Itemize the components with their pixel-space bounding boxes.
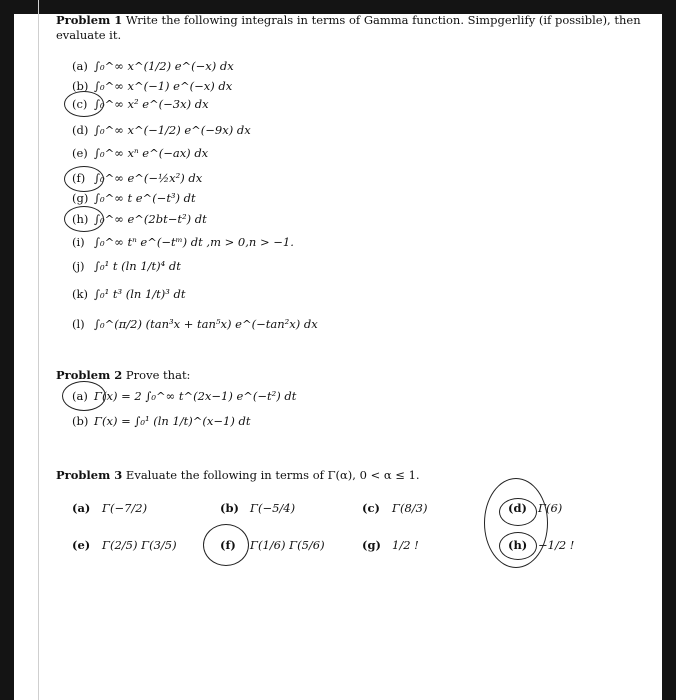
p3-item	[362, 538, 419, 552]
p3-item-expression: Γ(−7/2)	[102, 501, 148, 515]
p3-item-expression: Γ(2/5) Γ(3/5)	[102, 538, 177, 552]
handwritten-circle-3f	[203, 524, 249, 566]
problem-3-title: Problem 3	[56, 468, 123, 482]
problem-1-instruction-cont: evaluate it.	[56, 28, 122, 42]
window-top-border	[0, 0, 676, 14]
p1-item	[72, 191, 196, 205]
window-left-border	[0, 0, 14, 700]
p1-item-label: (f)	[72, 171, 86, 185]
p1-item-label: (g)	[72, 191, 89, 205]
p1-item-label: (c)	[72, 97, 88, 111]
handwritten-circle-h	[64, 206, 104, 232]
p1-item	[72, 59, 234, 73]
p1-item-label: (b)	[72, 79, 89, 93]
handwritten-circle-3h	[499, 532, 537, 560]
p1-item	[72, 123, 251, 137]
p1-item-expression: ∫₀¹ t (ln 1/t)⁴ dt	[94, 259, 181, 273]
handwritten-circle-2a	[62, 381, 106, 411]
p3-item-expression: Γ(1/6) Γ(5/6)	[250, 538, 325, 552]
p3-item-label: (a)	[72, 501, 91, 515]
p1-item-label: (l)	[72, 317, 85, 331]
p1-item-expression: ∫₀^∞ t e^(−t³) dt	[94, 191, 196, 205]
p3-item-expression: −1/2 !	[538, 538, 575, 552]
p1-item	[72, 79, 232, 93]
problem-2-instruction: Prove that:	[122, 368, 191, 382]
p1-item-expression: ∫₀^∞ tⁿ e^(−tᵐ) dt ,m > 0,n > −1.	[94, 235, 294, 249]
p1-item-expression: ∫₀^∞ x^(−1/2) e^(−9x) dx	[94, 123, 251, 137]
p2-item-label: (a)	[72, 389, 88, 403]
p1-item	[72, 317, 318, 331]
p2-item	[72, 414, 250, 428]
p3-item-label: (c)	[362, 501, 380, 515]
p1-item-label: (h)	[72, 212, 89, 226]
page-edge	[38, 0, 39, 700]
p1-item-label: (k)	[72, 287, 88, 301]
p1-item-label: (d)	[72, 123, 89, 137]
p1-item-expression: ∫₀¹ t³ (ln 1/t)³ dt	[94, 287, 186, 301]
problem-1-title: Problem 1	[56, 13, 123, 27]
p1-item-expression: ∫₀^∞ x² e^(−3x) dx	[94, 97, 209, 111]
p2-item-label: (b)	[72, 414, 89, 428]
p1-item-label: (a)	[72, 59, 88, 73]
p1-item-expression: ∫₀^∞ xⁿ e^(−ax) dx	[94, 146, 209, 160]
p1-item-expression: ∫₀^∞ x^(1/2) e^(−x) dx	[94, 59, 234, 73]
p1-item-label: (e)	[72, 146, 88, 160]
problem-1-heading	[56, 14, 641, 27]
p3-item	[220, 501, 295, 515]
p1-item	[72, 235, 294, 249]
p1-item-expression: ∫₀^∞ e^(2bt−t²) dt	[94, 212, 207, 226]
p3-item-label: (e)	[72, 538, 91, 552]
p3-item-label: (d)	[508, 501, 527, 515]
p3-item-label: (h)	[508, 538, 528, 552]
handwritten-circle-c	[64, 91, 104, 117]
problem-3-heading	[56, 469, 420, 482]
window-right-border	[662, 0, 676, 700]
p3-item	[72, 538, 177, 552]
p1-item-expression: ∫₀^(π/2) (tan³x + tan⁵x) e^(−tan²x) dx	[94, 317, 318, 331]
problem-2-heading	[56, 369, 190, 382]
problem-2-title: Problem 2	[56, 368, 123, 382]
p3-item-expression: Γ(6)	[538, 501, 563, 515]
handwritten-circle-f	[64, 166, 104, 192]
p3-item-label: (g)	[362, 538, 381, 552]
p3-item	[72, 501, 147, 515]
p3-item	[362, 501, 427, 515]
p3-item-expression: Γ(−5/4)	[250, 501, 296, 515]
p1-item-expression: ∫₀^∞ x^(−1) e^(−x) dx	[94, 79, 233, 93]
p3-item-expression: Γ(8/3)	[392, 501, 428, 515]
problem-1-instruction: Write the following integrals in terms of Gamma function. Simpgerlify (if possible), then	[122, 13, 641, 27]
p3-item-label: (f)	[220, 538, 236, 552]
p1-item-label: (j)	[72, 259, 85, 273]
p3-item-expression: 1/2 !	[392, 538, 419, 552]
p2-item-expression: Γ(x) = ∫₀¹ (ln 1/t)^(x−1) dt	[94, 414, 251, 428]
p2-item-expression: Γ(x) = 2 ∫₀^∞ t^(2x−1) e^(−t²) dt	[94, 389, 297, 403]
problem-3-instruction: Evaluate the following in terms of Γ(α), 0 < α ≤ 1.	[122, 468, 420, 482]
handwritten-circle-3d	[499, 498, 537, 526]
p1-item	[72, 259, 181, 273]
p1-item-expression: ∫₀^∞ e^(−½x²) dx	[94, 171, 203, 185]
p3-item-label: (b)	[220, 501, 239, 515]
p1-item	[72, 146, 208, 160]
p1-item	[72, 287, 186, 301]
p1-item-label: (i)	[72, 235, 85, 249]
